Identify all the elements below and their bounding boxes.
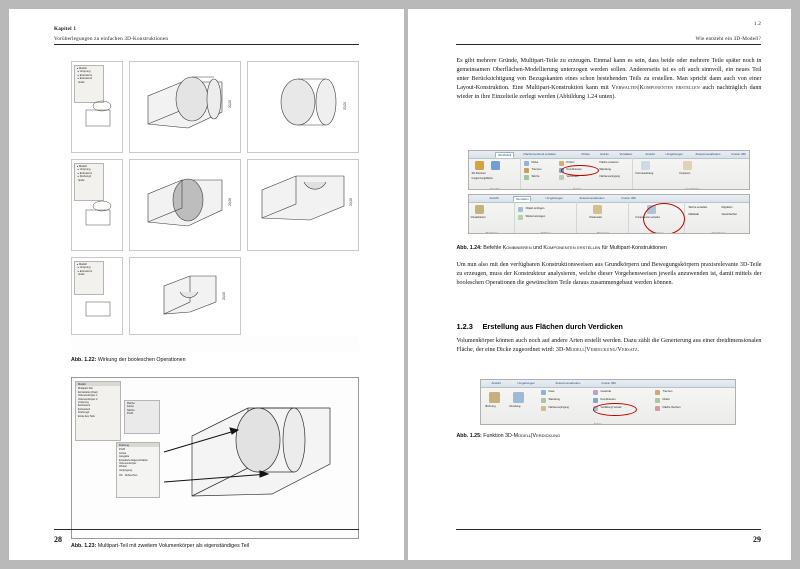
ribbon-item-objekt-einfuegen[interactable]: Objekt einfügen (525, 207, 545, 210)
dimension-label: 20,00 (221, 292, 226, 300)
dialog-cancel-button[interactable]: Abbrechen (124, 474, 138, 478)
dialog-title: Drehung (117, 443, 159, 447)
ribbon-tab-ansicht[interactable]: Ansicht (645, 151, 655, 156)
tree-item[interactable]: Extrusion1 (78, 404, 91, 408)
caption-sc-komponenten-erstellen: Komponenten erstellen (543, 245, 601, 251)
ribbon-tab-pruefen[interactable]: Prüfen (581, 151, 591, 156)
ribbon-tab-umgebungen-3[interactable]: Umgebungen (517, 380, 535, 385)
paragraph-3: Volumenkörper können auch noch auf andere Arten erstellt werden. Dazu zählt die Generierung aus einer dreidimensionalen Fläche, der eine Dicke zugeordnet wird: 3D-Modell|Verdickung/Versatz. (456, 338, 762, 354)
ribbon-tab-fusion360-2[interactable]: Fusion 360 (621, 195, 636, 200)
page-number-right: 29 (753, 535, 761, 544)
caption-text: Wirkung der booleschen Operationen (97, 357, 186, 363)
mini-toolbar-item[interactable]: Kante (127, 405, 134, 409)
dialog-value-label: Winkel (119, 465, 127, 469)
formwerkzeug-icon[interactable] (641, 161, 650, 170)
ribbon-item-vereinfachen[interactable]: Vereinfachen (721, 213, 738, 216)
ribbon-tab-zusammenarbeiten-3[interactable]: Zusammenarbeiten (555, 380, 581, 385)
tree-item[interactable]: Multipart-Teil (78, 387, 93, 391)
ribbon-tab-zusammenarbeiten-2[interactable]: Zusammenarbeiten (579, 195, 605, 200)
ribbon-item-direkt[interactable]: Direkt (662, 398, 670, 401)
3d-print-icon[interactable] (475, 161, 484, 170)
ribbon-item-trennen[interactable]: Trennen (531, 168, 542, 171)
ribbon-group-einfuegen (515, 202, 577, 234)
footer-rule (456, 529, 761, 530)
dialog-value-label: Verjüngung (119, 468, 133, 472)
tree-item[interactable]: Extrusion2 (78, 407, 91, 411)
cad-pane-r2c2 (129, 159, 241, 251)
winkel-anzeigen-icon[interactable] (518, 215, 523, 220)
flaechenverjuengung-icon[interactable] (541, 406, 546, 411)
rundung-icon[interactable] (513, 392, 524, 403)
dialog-value-label: Volumenkörper (119, 462, 137, 466)
ribbon-item-formwerkzeug[interactable]: Formwerkzeug (635, 172, 654, 175)
figure-1-24 (468, 150, 750, 238)
ribbon-item-pruefen[interactable]: Prüfen (566, 161, 575, 164)
heading-1-2-3 (456, 322, 761, 331)
ribbon-item-umgrenzungsflaeche[interactable]: Umgrenzungsfläche (471, 177, 493, 180)
cad-pane-r3c1 (71, 257, 123, 335)
ribbon-item-dicke[interactable]: Dicke (531, 161, 539, 164)
cad-pane-r1c3 (247, 61, 359, 153)
visualisieren-icon[interactable] (475, 205, 484, 214)
mini-toolbar-item[interactable]: Skizze (127, 408, 135, 412)
ribbon-group-aktualisieren (685, 202, 750, 234)
ribbon-item-fase[interactable]: Fase (548, 390, 555, 393)
dialog-field[interactable]: Profil (119, 448, 125, 452)
ribbon-group-label-erstellen: Erstellen (490, 188, 500, 190)
caption-fig-1-24 (456, 245, 761, 251)
caption-fig-1-22 (71, 357, 351, 363)
cad-pane-r1c1 (71, 61, 123, 153)
ribbon-group-parameter (577, 202, 629, 234)
dialog-ok-button[interactable]: OK (119, 474, 123, 478)
ribbon-item-wandung-2[interactable]: Wandung (548, 398, 560, 401)
flaeche-loeschen-icon[interactable] (655, 406, 660, 411)
paragraph-1: Es gibt mehrere Gründe, Multipart-Teile zu erzeugen. Einmal kann es sein, dass beide oder mehrere Teile später noch in gemeinsamen Oberflächen-Modellierung unterzogen werden sollen. Andererseits ist es oft auch sinnvoll, ein neues Teil unter Berücksichtigung von Bezugskanten eines schon bestehenden Teils zu erstellen. Man spricht dann auch von einer Layout-Konstruktion. Eine Multipart-Konstruktion kann mit Verwalten|Komponenten erstellen auch nachträglich dann wieder in ihre Einzelteile zerlegt werden (Abbildung 1.24 unten). (456, 58, 762, 101)
ribbon-item-verdickung-versatz[interactable]: Verdickung/ Versatz (600, 406, 622, 409)
ribbon-tab-umgebungen[interactable]: Umgebungen (665, 151, 683, 156)
caption-text-a: Befehle (483, 245, 503, 251)
ribbon-group-label-aendern: Ändern (572, 188, 582, 190)
tree-item[interactable]: Volumenkörper 2 (78, 397, 98, 401)
mini-toolbar-item[interactable]: Fläche (127, 402, 135, 405)
ribbon-group-label-grundkoerper: Grundkörper (685, 188, 700, 190)
caption-text-a: Funktion (483, 433, 506, 439)
ribbon-group-aendern-2 (537, 388, 736, 425)
kopieren-icon[interactable] (683, 161, 692, 170)
ribbon-item-kopieren[interactable]: Kopieren (679, 172, 691, 175)
dialog-field[interactable]: Achse (119, 451, 127, 455)
header-rule (456, 44, 761, 45)
boundary-surface-icon[interactable] (491, 161, 500, 170)
ribbon-group-label-aktualisieren: Aktualisieren (711, 232, 726, 234)
ribbon-tab-zusammenarbeiten[interactable]: Zusammenarbeiten (695, 151, 721, 156)
ribbon-item-komponenten-erstellen[interactable]: Komponenten erstellen (635, 216, 661, 219)
ribbon-3d-model[interactable] (468, 150, 750, 190)
highlight-komponenten-erstellen (643, 203, 685, 234)
running-head-section-number: 1.2 (753, 21, 761, 27)
wandung-icon[interactable] (541, 398, 546, 403)
fase-icon[interactable] (541, 390, 546, 395)
ribbon-item-massstab[interactable]: Maßstab (688, 213, 699, 216)
tree-item[interactable]: Ende des Teils (78, 414, 95, 418)
ribbon-tab-verwalten[interactable]: Verwalten (619, 151, 633, 156)
dicke-icon[interactable] (524, 161, 529, 166)
feature-tree-mini: ▸ Modell ▸ Ursprung ▸ Extrusion1 ▸ Extrusion2 Ende (74, 65, 104, 103)
cad-pane-r2c3 (247, 159, 359, 251)
running-head-title: Vorüberlegungen zu einfachen 3D-Konstruktionen (54, 36, 169, 42)
figure-1-23 (71, 377, 359, 539)
ribbon-group-label-autorisieren: Autorisieren (650, 232, 664, 234)
ribbon-item-verbinden[interactable]: Verbinden (566, 175, 579, 178)
skizze-icon[interactable] (524, 175, 529, 180)
parameter-icon[interactable] (593, 205, 602, 214)
ribbon-item-gewinde[interactable]: Gewinde (600, 390, 612, 393)
caption-label: Abb. 1.25: (456, 433, 482, 439)
ribbon-item-flaechenverjuengung[interactable]: Flächenverjüngung (599, 175, 620, 178)
ribbon-item-visualisieren[interactable]: Visualisieren (470, 216, 486, 219)
feature-tree-mini: ▸ Modell ▸ Ursprung ▸ Extrusion1 ▸ Drehung1 Ende (74, 163, 104, 201)
caption-label: Abb. 1.22: (71, 357, 97, 363)
ribbon-tab-fusion360-3[interactable]: Fusion 360 (601, 380, 616, 385)
dimension-label: 20,00 (227, 100, 232, 108)
ribbon-item-flaechenverjuengung-2[interactable]: Flächenverjüngung (548, 406, 569, 409)
ribbon-item-parameter[interactable]: Parameter (589, 216, 603, 219)
ribbon-aendern[interactable] (480, 379, 736, 425)
trennen-icon[interactable] (524, 168, 529, 173)
ribbon-group-grundkoerper (633, 158, 750, 190)
heading-number: 1.2.3 (456, 322, 473, 331)
left-page (9, 9, 404, 560)
ribbon-tab-umgebungen-2[interactable]: Umgebungen (545, 195, 563, 200)
model-browser-title: Modell (76, 382, 120, 386)
caption-sc-kombinieren: Kombinieren (502, 245, 532, 251)
caption-fig-1-25 (456, 433, 761, 439)
ribbon-item-rundung[interactable]: Rundung (509, 405, 521, 408)
ribbon-item-flaeche-ersetzen[interactable]: Fläche ersetzen (599, 161, 619, 164)
page-number-left: 28 (54, 535, 62, 544)
caption-fig-1-23 (71, 543, 361, 549)
mini-toolbar-item[interactable]: Profil (127, 412, 133, 416)
figure-1-25 (480, 379, 736, 425)
ribbon-tab-3d-modell[interactable]: 3D-Modell (495, 152, 513, 158)
ribbon-group-label-bearbeiten: Bearbeiten (485, 232, 499, 234)
ribbon-item-trennen-2[interactable]: Trennen (662, 390, 673, 393)
ribbon-group-bearbeiten (469, 202, 515, 234)
ribbon-group-bohrung-rundung (481, 388, 537, 425)
ribbon-group-label-einfuegen: Einfügen (541, 232, 551, 234)
running-head-section-title: Wie entsteht ein 3D-Modell? (695, 36, 761, 42)
tree-item[interactable]: Drehung1 (78, 411, 90, 415)
ribbon-tab-ansicht-2[interactable]: Ansicht (489, 195, 499, 200)
ribbon-tab-ansicht-3[interactable]: Ansicht (491, 380, 501, 385)
tree-item[interactable]: Ursprung (78, 401, 89, 405)
paragraph-2: Um nun also mit den verfügbaren Konstruktionsweisen aus Grundkörpern und Bewegungskörpern praxisrelevante 3D-Teile zu erzeugen, muss der Konstrukteur analysieren, welche dieser Vorgehensweisen jeweils anzuwenden ist, damit mittels der booleschen Operationen die gewünschten Teile daraus zusammengebaut werden können. (456, 262, 762, 287)
ribbon-item-skizze[interactable]: Skizze (531, 175, 540, 178)
heading-text: Erstellung aus Flächen durch Verdicken (482, 322, 623, 331)
cad-pane-r3c3 (247, 257, 359, 335)
ribbon-item-skizze-erstellen[interactable]: Skizze erstellen (688, 206, 708, 209)
ribbon-tab-verwalten-2[interactable]: Verwalten (513, 196, 531, 202)
ribbon-group-label-aendern-2: Ändern (593, 423, 602, 425)
caption-label: Abb. 1.24: (456, 245, 482, 251)
caption-sc-verdickung: 3D-Modell|Verdickung (505, 433, 561, 439)
ribbon-item-migration[interactable]: Migration (721, 206, 733, 209)
pruefen-icon[interactable] (559, 161, 564, 166)
ribbon-tab-flaechenverbund[interactable]: Flächenverbund erstellen (523, 151, 556, 156)
ribbon-verwalten[interactable] (468, 194, 750, 234)
ribbon-item-kombinieren[interactable]: Kombinieren (566, 168, 582, 171)
verbinden-icon[interactable] (559, 175, 564, 180)
ribbon-item-wandung[interactable]: Wandung (599, 168, 611, 171)
ribbon-group-label-parameter: Parameter (597, 232, 609, 234)
ribbon-item-winkel-anzeigen[interactable]: Winkel anzeigen (525, 215, 546, 218)
cad-pane-r3c2 (129, 257, 241, 335)
ribbon-tab-extras[interactable]: Extras (600, 151, 609, 156)
cad-pane-r1c2 (129, 61, 241, 153)
dimension-label: 20,00 (342, 102, 347, 110)
ribbon-item-kombinieren-2[interactable]: Kombinieren (600, 398, 616, 401)
footer-rule (54, 529, 359, 530)
kombinieren-icon-2[interactable] (593, 398, 598, 403)
ribbon-item-bohrung[interactable]: Bohrung (485, 405, 496, 408)
figure-1-22 (71, 61, 359, 351)
dialog-field[interactable]: Ausgabe (119, 455, 130, 459)
right-page (408, 9, 791, 560)
gewinde-icon[interactable] (593, 390, 598, 395)
dimension-label: 20,00 (348, 198, 353, 206)
direkt-icon[interactable] (655, 398, 660, 403)
tree-item[interactable]: Einzelteile (Zwei) (78, 390, 98, 394)
ribbon-item-flaeche-loeschen[interactable]: Fläche löschen (662, 406, 681, 409)
caption-text-c: für Multipart-Konstruktionen (600, 245, 667, 251)
cad-pane-r2c1 (71, 159, 123, 251)
tree-item[interactable]: Volumenkörper 1 (78, 394, 98, 398)
caption-text-b: und (531, 245, 544, 251)
objekt-einfuegen-icon[interactable] (518, 207, 523, 212)
header-rule (54, 44, 359, 45)
running-head-chapter: Kapitel 1 (54, 26, 77, 32)
feature-tree-mini: ▸ Modell ▸ Ursprung ▸ Extrusion1 Ende (74, 261, 104, 295)
dialog-section[interactable]: Erweiterte Eigenschaften (119, 458, 148, 462)
ribbon-tab-strip-3[interactable] (481, 380, 735, 388)
ribbon-item-3d-drucken[interactable]: 3D-Drucken (471, 172, 486, 175)
bohrung-icon[interactable] (489, 392, 500, 403)
caption-label: Abb. 1.23: (71, 543, 97, 549)
ribbon-tab-fusion360[interactable]: Fusion 360 (731, 151, 746, 156)
caption-text: Multipart-Teil mit zweitem Volumenkörper als eigenständiges Teil (97, 543, 250, 549)
ribbon-group-erstellen (469, 158, 521, 190)
dimension-label: 20,00 (227, 198, 232, 206)
trennen-icon-2[interactable] (655, 390, 660, 395)
